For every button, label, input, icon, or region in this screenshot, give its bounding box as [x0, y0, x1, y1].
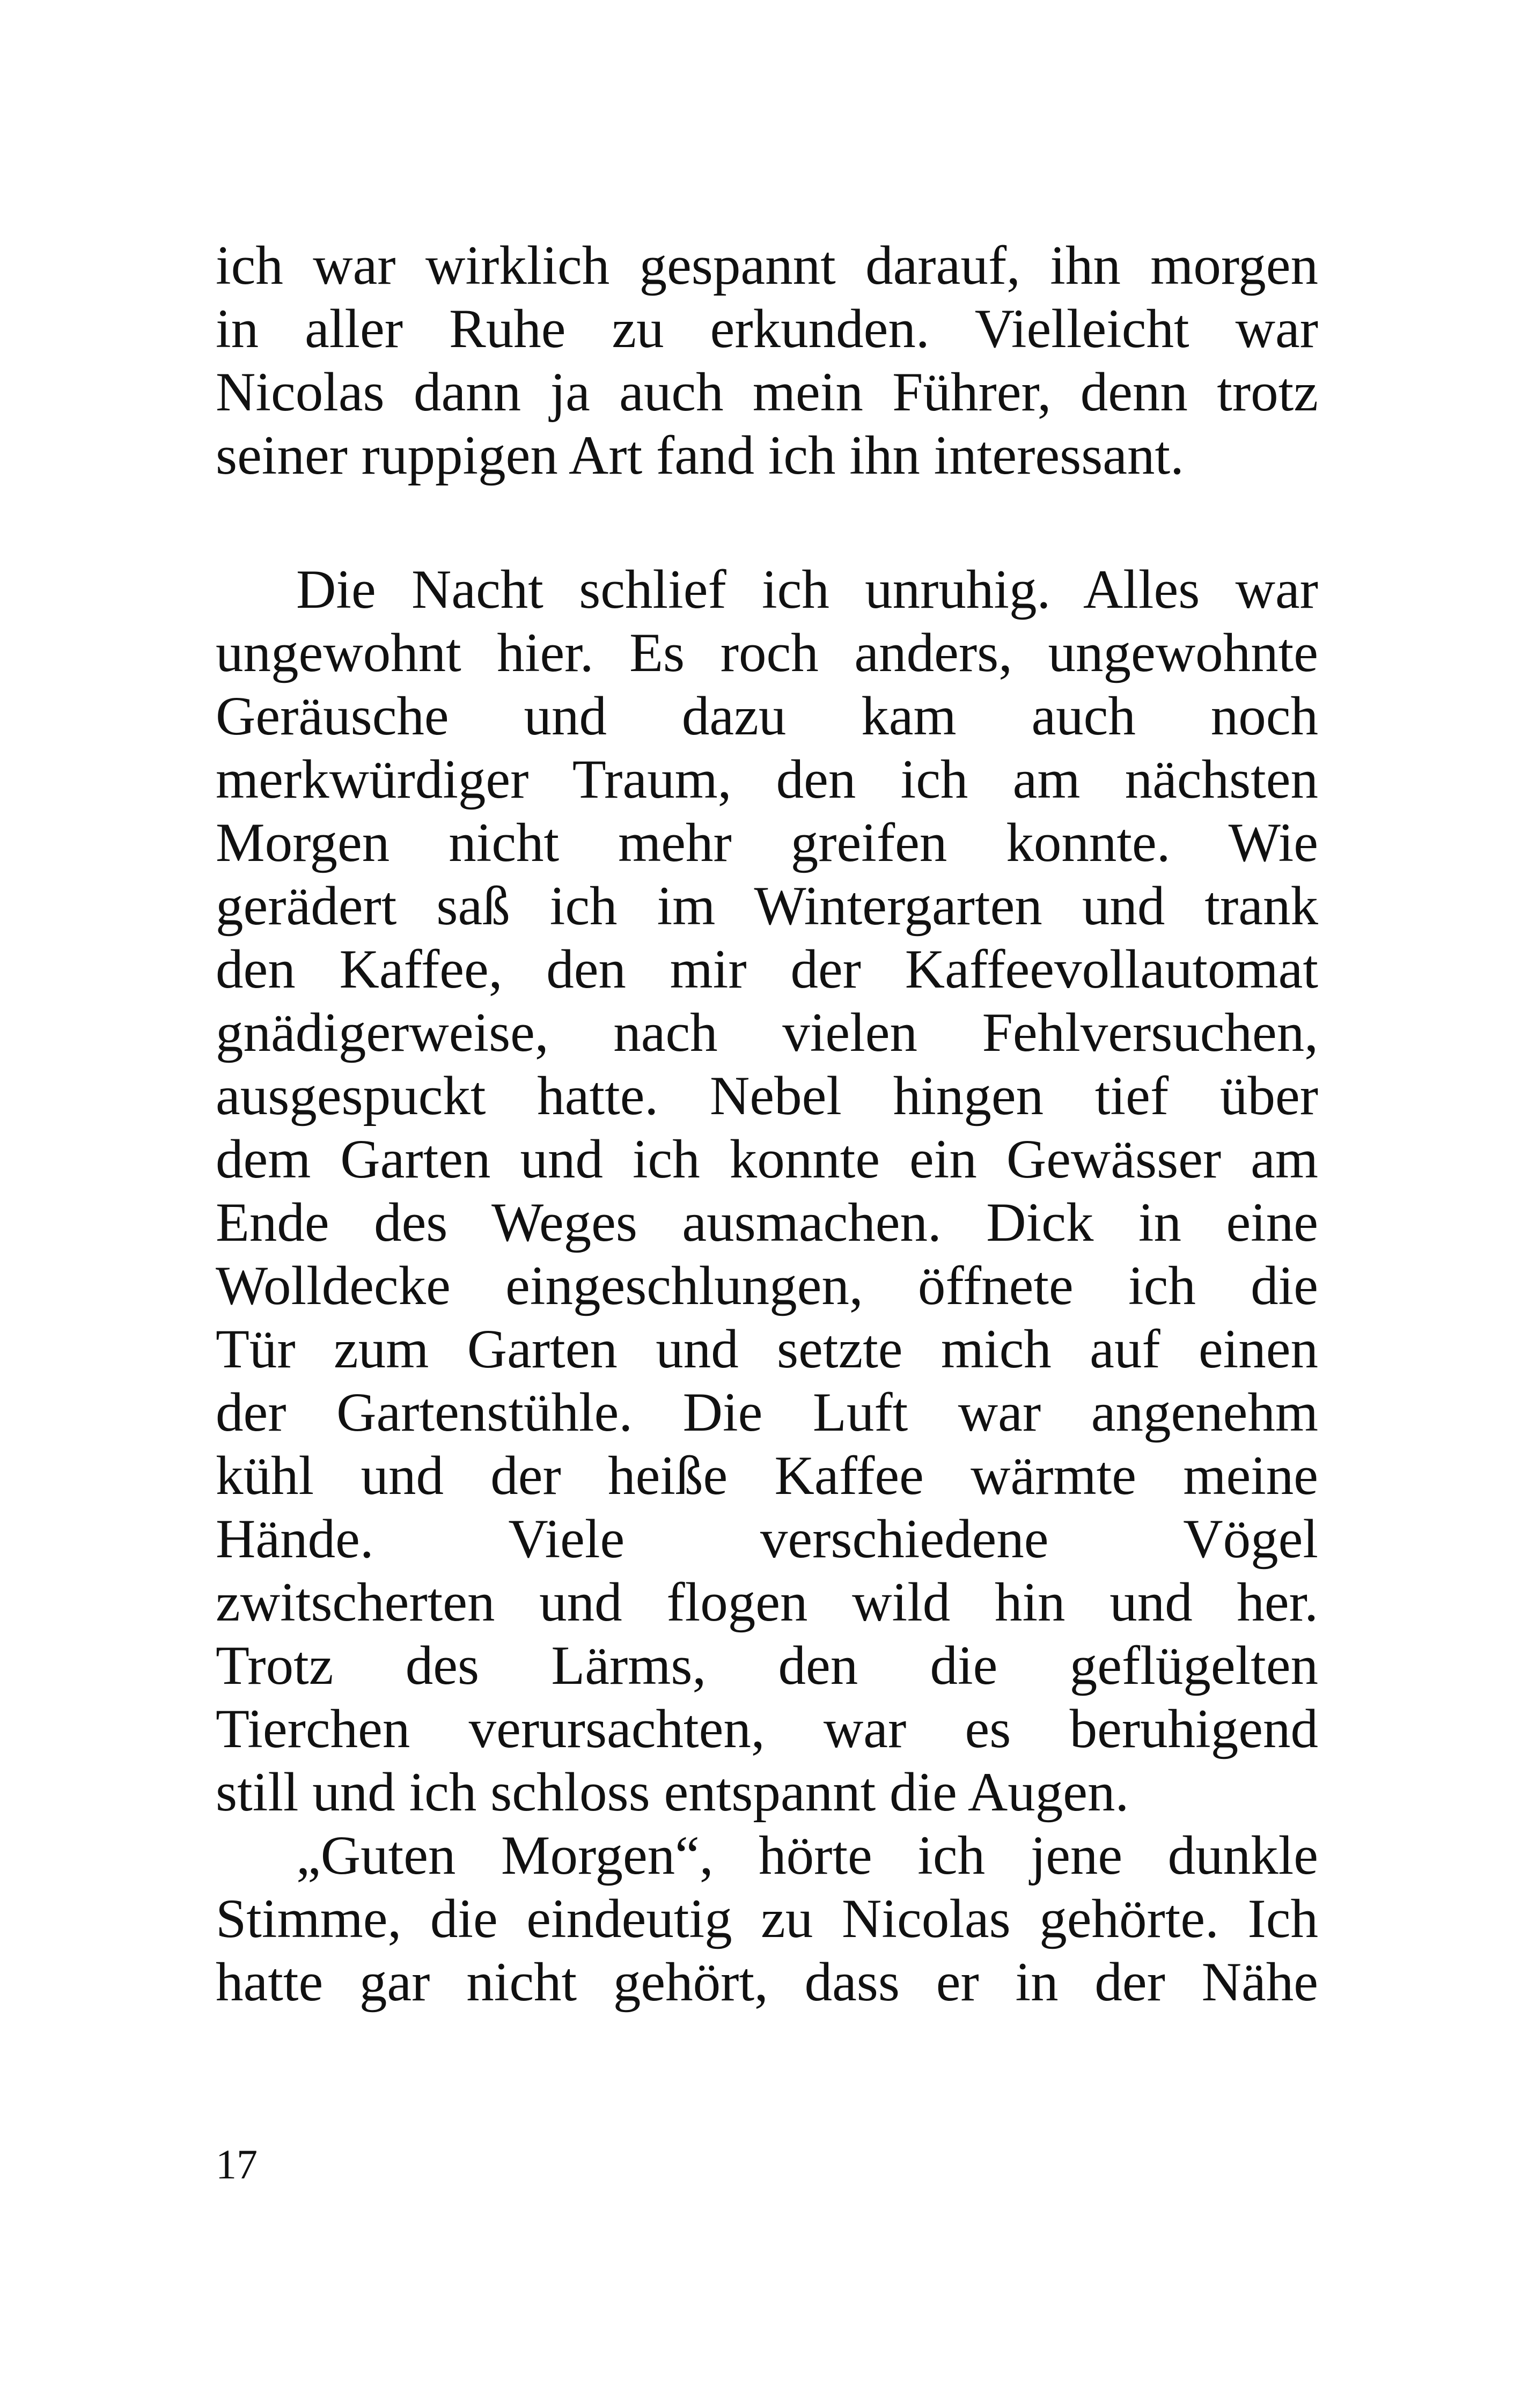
text-line: Die Nacht schlief ich unruhig. Alles war — [296, 559, 1318, 620]
text-line: in aller Ruhe zu erkunden. Vielleicht war — [216, 298, 1318, 359]
text-line: kühl und der heiße Kaffee wärmte meine — [216, 1445, 1318, 1506]
text-line: hatte gar nicht gehört, dass er in der Nähe — [216, 1952, 1318, 2013]
text-line: Nicolas dann ja auch mein Führer, denn trotz — [216, 362, 1318, 423]
text-line: Hände. Viele verschiedene Vögel — [216, 1508, 1318, 1570]
page-number: 17 — [216, 2141, 258, 2188]
paragraph-main — [216, 558, 1318, 2014]
text-line: zwitscherten und flogen wild hin und her. — [216, 1572, 1318, 1633]
paragraph-continuation — [216, 234, 1318, 487]
text-line: ausgespuckt hatte. Nebel hingen tief über — [216, 1065, 1318, 1126]
text-line: gnädigerweise, nach vielen Fehlversuchen, — [216, 1002, 1318, 1063]
text-line: Ende des Weges ausmachen. Dick in eine — [216, 1192, 1318, 1253]
text-line: dem Garten und ich konnte ein Gewässer am — [216, 1129, 1318, 1190]
text-line: Wolldecke eingeschlungen, öffnete ich die — [216, 1255, 1318, 1316]
text-line: Tür zum Garten und setzte mich auf einen — [216, 1319, 1318, 1380]
text-line: „Guten Morgen“, hörte ich jene dunkle — [296, 1825, 1318, 1886]
text-line: gerädert saß ich im Wintergarten und trank — [216, 875, 1318, 937]
text-line: merkwürdiger Traum, den ich am nächsten — [216, 749, 1318, 810]
text-line: den Kaffee, den mir der Kaffeevollautomat — [216, 939, 1318, 1000]
text-line: Geräusche und dazu kam auch noch — [216, 686, 1318, 747]
text-line: ungewohnt hier. Es roch anders, ungewohnte — [216, 622, 1318, 683]
text-line: Morgen nicht mehr greifen konnte. Wie — [216, 812, 1318, 873]
text-line: Trotz des Lärms, den die geflügelten — [216, 1635, 1318, 1696]
text-line: ich war wirklich gespannt darauf, ihn morgen — [216, 235, 1318, 296]
text-line: Tierchen verursachten, war es beruhigend — [216, 1698, 1318, 1759]
text-line: der Gartenstühle. Die Luft war angenehm — [216, 1382, 1318, 1443]
text-line: seiner ruppigen Art fand ich ihn interessant. — [216, 425, 1184, 486]
text-line: Stimme, die eindeutig zu Nicolas gehörte. Ich — [216, 1888, 1318, 1949]
text-line: still und ich schloss entspannt die Augen. — [216, 1762, 1129, 1823]
